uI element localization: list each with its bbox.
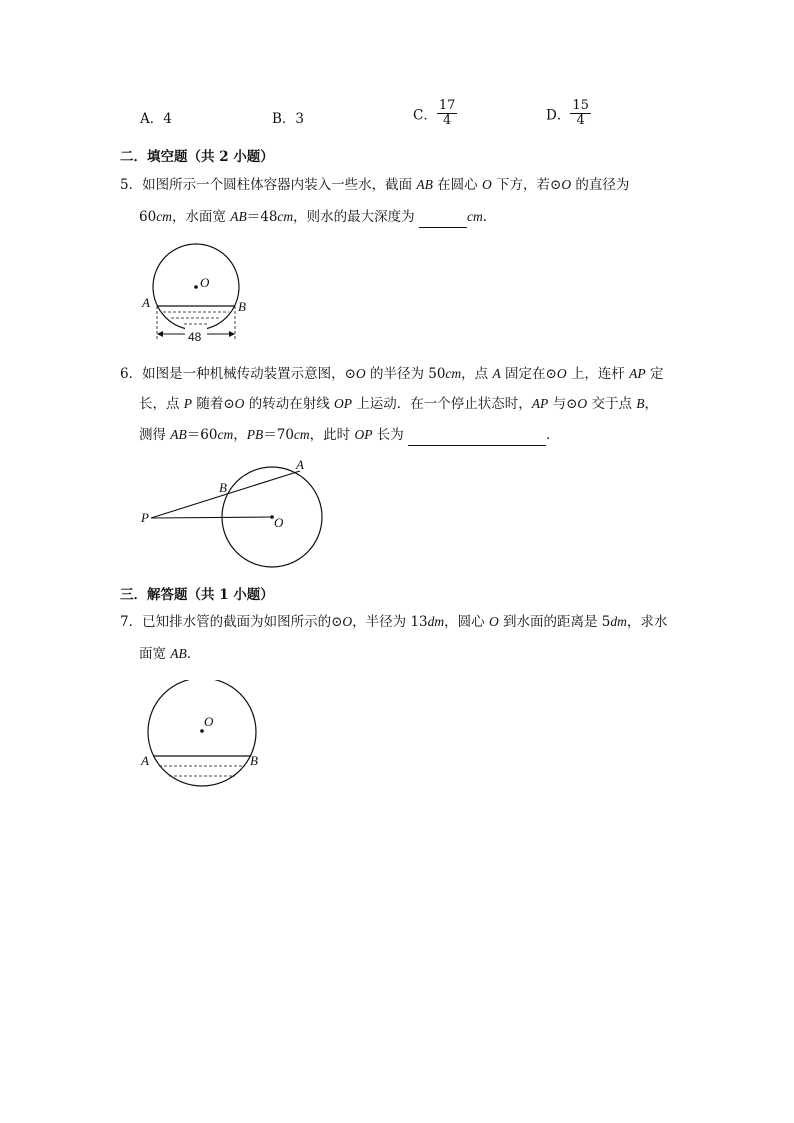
q6-figure <box>135 455 335 570</box>
section-2-title: 二．填空题（共 2 小题） <box>120 149 274 165</box>
option-d <box>546 99 591 128</box>
q5-dim-arrowhead-right <box>229 331 235 337</box>
option-d-numerator: 15 <box>572 98 589 113</box>
q5-label-o: O <box>200 275 210 290</box>
q5-label-b: B <box>238 299 246 314</box>
option-d-denominator: 4 <box>576 113 585 128</box>
q5-center-dot <box>194 285 198 289</box>
option-a-value: 4 <box>163 111 172 127</box>
section-3-title: 三．解答题（共 1 小题） <box>120 587 274 603</box>
q5-label-a: A <box>142 295 150 310</box>
q7-line2: 面宽 AB． <box>139 646 201 662</box>
option-b <box>272 107 304 127</box>
option-a-letter: A． <box>140 111 164 127</box>
q7-figure <box>135 680 275 800</box>
q6-label-a: A <box>296 457 304 472</box>
option-c <box>413 99 457 128</box>
option-c-letter: C． <box>413 107 437 124</box>
q5-figure <box>135 240 265 350</box>
q6-line1: 6．如图是一种机械传动装置示意图，⊙O 的半径为 50cm，点 A 固定在⊙O 上，连杆 AP 定 <box>120 366 664 382</box>
option-b-letter: B． <box>272 111 296 127</box>
q6-line3: 测得 AB＝60cm，PB＝70cm，此时 OP 长为 ． <box>139 425 560 446</box>
q5-dim-arrowhead-left <box>157 331 163 337</box>
q7-label-b: B <box>250 753 258 768</box>
q7-center-dot <box>200 729 204 733</box>
q6-label-b: B <box>219 480 227 495</box>
option-d-letter: D． <box>546 107 571 124</box>
q7-circle <box>148 680 256 786</box>
q6-segment-po <box>151 517 272 518</box>
q6-line2: 长，点 P 随着⊙O 的转动在射线 OP 上运动．在一个停止状态时，AP 与⊙O 交于点 B， <box>139 396 658 412</box>
q7-line1: 7．已知排水管的截面为如图所示的⊙O，半径为 13dm，圆心 O 到水面的距离是 5dm，求水 <box>120 614 668 630</box>
option-c-fraction <box>437 99 458 128</box>
q5-width-label: 48 <box>188 330 202 344</box>
q6-label-o: O <box>274 515 284 530</box>
option-b-value: 3 <box>295 111 305 127</box>
q6-answer-blank[interactable] <box>408 425 546 446</box>
option-d-fraction <box>570 99 591 128</box>
option-c-numerator: 17 <box>438 98 456 113</box>
option-a <box>140 107 172 127</box>
q7-label-o: O <box>204 714 214 729</box>
option-c-denominator: 4 <box>442 113 452 128</box>
q5-line2: 60cm，水面宽 AB＝48cm，则水的最大深度为 cm． <box>139 207 496 228</box>
q5-answer-blank[interactable] <box>419 207 467 228</box>
q7-label-a: A <box>141 753 149 768</box>
q5-line1: 5．如图所示一个圆柱体容器内装入一些水，截面 AB 在圆心 O 下方，若⊙O 的直径为 <box>120 177 630 193</box>
q6-label-p: P <box>141 510 149 525</box>
